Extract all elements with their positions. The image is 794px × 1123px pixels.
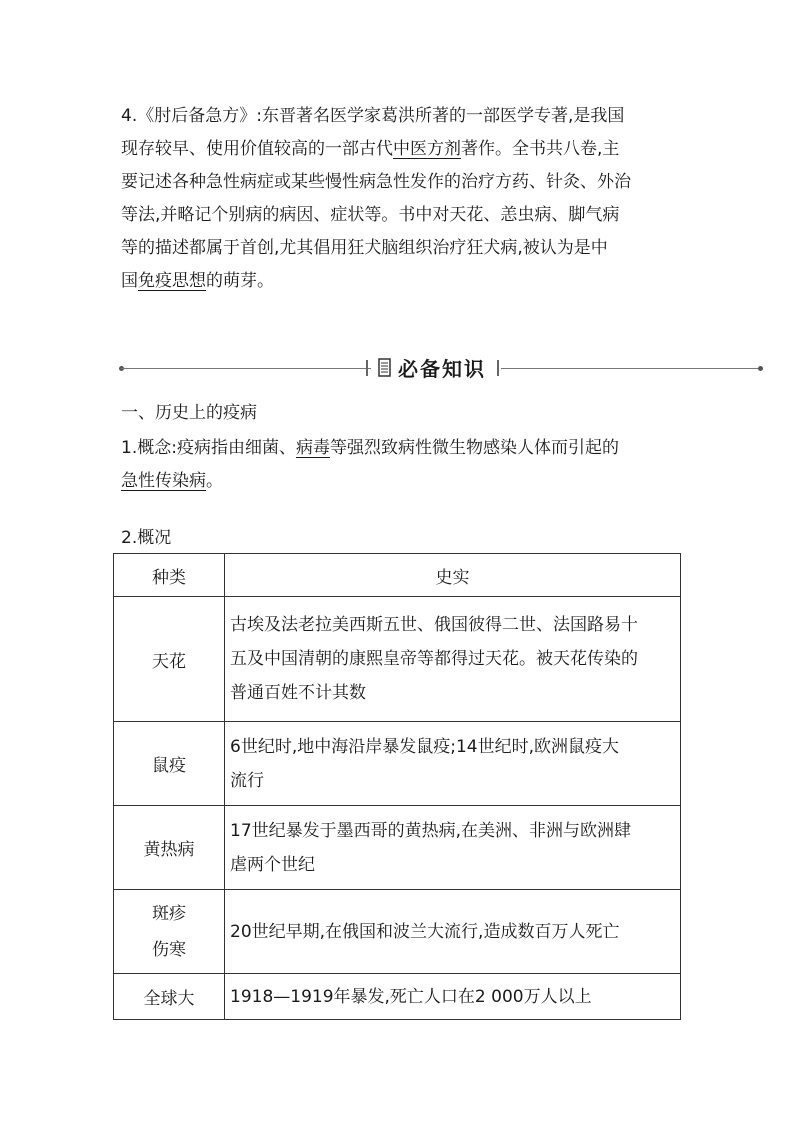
concept-line: 1.概念:疫病指由细菌、病毒等强烈致病性微生物感染人体而引起的	[121, 438, 619, 458]
divider-bar	[497, 360, 499, 376]
fact-line: 古埃及法老拉美西斯五世、俄国彼得二世、法国路易十	[230, 615, 638, 635]
divider-dot	[758, 366, 763, 371]
kind-line: 斑疹	[152, 903, 186, 924]
intro-paragraph	[121, 100, 681, 298]
intro-line: 等的描述都属于首创,尤其倡用狂犬脑组织治疗狂犬病,被认为是中	[121, 238, 608, 258]
kind-cell: 鼠疫	[114, 722, 225, 806]
concept-paragraph	[121, 432, 681, 498]
section-title: 必备知识	[398, 357, 486, 381]
section-divider	[121, 352, 761, 386]
fact-line: 17世纪暴发于墨西哥的黄热病,在美洲、非洲与欧洲肆	[230, 820, 632, 841]
kind-cell: 黄热病	[114, 806, 225, 890]
fact-line: 虐两个世纪	[230, 854, 315, 875]
epidemic-table	[113, 553, 681, 1020]
fact-cell	[225, 806, 681, 890]
term-bingdu: 病毒	[295, 438, 330, 458]
kind-line: 伤寒	[152, 939, 186, 960]
concept-line: 急性传染病。	[121, 471, 223, 491]
table-header-row	[114, 554, 681, 597]
kind-cell: 全球大	[114, 974, 225, 1020]
header-kind: 种类	[114, 554, 225, 597]
table-row	[114, 974, 681, 1020]
fact-line: 1918—1919年暴发,死亡人口在2 000万人以上	[230, 986, 592, 1007]
intro-line: 国免疫思想的萌芽。	[121, 271, 274, 291]
header-facts: 史实	[225, 554, 681, 597]
divider-bar	[366, 360, 368, 376]
heading-overview: 2.概况	[121, 528, 172, 548]
table-row	[114, 597, 681, 722]
table-row	[114, 806, 681, 890]
kind-cell	[114, 890, 225, 974]
divider-rule	[121, 368, 371, 369]
table-row	[114, 722, 681, 806]
term-zhongyi-fangji: 中医方剂	[393, 139, 461, 159]
term-jixing-chuanranbing: 急性传染病	[121, 471, 206, 491]
fact-line: 普通百姓不计其数	[230, 683, 366, 703]
divider-rule	[501, 368, 761, 369]
intro-line: 等法,并略记个别病的病因、症状等。书中对天花、恙虫病、脚气病	[121, 205, 620, 225]
intro-line: 要记述各种急性病症或某些慢性病急性发作的治疗方药、针灸、外治	[121, 172, 631, 192]
intro-line: 4.《肘后备急方》:东晋著名医学家葛洪所著的一部医学专著,是我国	[121, 106, 625, 126]
kind-cell: 天花	[114, 597, 225, 722]
fact-line: 6世纪时,地中海沿岸暴发鼠疫;14世纪时,欧洲鼠疫大	[230, 736, 619, 757]
fact-cell	[225, 974, 681, 1020]
term-mianyi-sixiang: 免疫思想	[138, 271, 206, 291]
fact-line: 20世纪早期,在俄国和波兰大流行,造成数百万人死亡	[230, 921, 620, 942]
intro-line: 现存较早、使用价值较高的一部古代中医方剂著作。全书共八卷,主	[121, 139, 620, 159]
fact-cell	[225, 597, 681, 722]
fact-cell	[225, 890, 681, 974]
book-icon	[378, 358, 392, 378]
fact-line: 五及中国清朝的康熙皇帝等都得过天花。被天花传染的	[230, 649, 638, 669]
fact-cell	[225, 722, 681, 806]
table-row	[114, 890, 681, 974]
heading-history: 一、历史上的疫病	[121, 403, 257, 423]
fact-line: 流行	[230, 770, 264, 791]
